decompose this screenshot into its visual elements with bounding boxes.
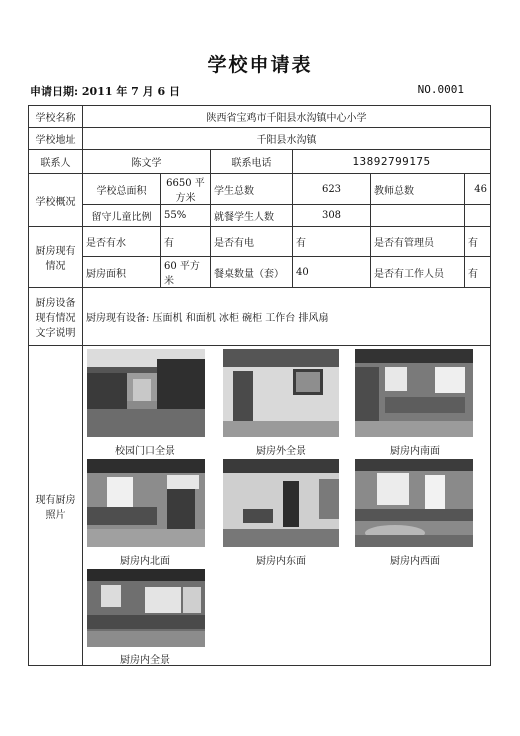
- empty-cell: [371, 205, 465, 227]
- photo-caption: 厨房内全景: [120, 655, 170, 666]
- water-value: 有: [161, 227, 211, 257]
- photo-grid: [83, 346, 491, 666]
- power-value: 有: [293, 227, 371, 257]
- left-behind-value: 55%: [161, 205, 211, 227]
- equipment-description: 厨房现有设备: 压面机 和面机 冰柜 碗柜 工作台 排风扇: [83, 288, 491, 346]
- dining-label: 就餐学生人数: [211, 205, 293, 227]
- school-address-label: 学校地址: [29, 128, 83, 150]
- contact-value: 陈文学: [83, 150, 211, 174]
- kitchen-area-value: 60 平方米: [161, 257, 211, 288]
- dining-value: 308: [293, 205, 371, 227]
- application-form: [28, 105, 491, 666]
- power-label: 是否有电: [211, 227, 293, 257]
- school-name-value: 陕西省宝鸡市千阳县水沟镇中心小学: [83, 106, 491, 128]
- tables-value: 40: [293, 257, 371, 288]
- school-address-value: 千阳县水沟镇: [83, 128, 491, 150]
- manager-value: 有: [465, 227, 491, 257]
- school-name-label: 学校名称: [29, 106, 83, 128]
- school-overview-label: 学校概况: [29, 174, 83, 227]
- kitchen-south-photo: [355, 349, 473, 437]
- form-number: NO.0001: [417, 83, 464, 96]
- photo-caption: 厨房内北面: [120, 556, 170, 567]
- teachers-value: 46: [465, 174, 491, 205]
- kitchen-area-label: 厨房面积: [83, 257, 161, 288]
- tables-label: 餐桌数量（套）: [211, 257, 293, 288]
- staff-label: 是否有工作人员: [371, 257, 465, 288]
- left-behind-label: 留守儿童比例: [83, 205, 161, 227]
- kitchen-panorama-photo: [87, 569, 205, 647]
- staff-value: 有: [465, 257, 491, 288]
- total-area-label: 学校总面积: [83, 174, 161, 205]
- manager-label: 是否有管理员: [371, 227, 465, 257]
- water-label: 是否有水: [83, 227, 161, 257]
- application-date: 申请日期: 2011 年 7 月 6 日: [30, 85, 180, 98]
- kitchen-status-label: 厨房现有情况: [29, 227, 83, 288]
- students-value: 623: [293, 174, 371, 205]
- empty-cell: [465, 205, 491, 227]
- kitchen-west-photo: [355, 459, 473, 547]
- photo-caption: 校园门口全景: [115, 446, 175, 457]
- kitchen-exterior-photo: [223, 349, 339, 437]
- kitchen-north-photo: [87, 459, 205, 547]
- photo-caption: 厨房外全景: [256, 446, 306, 457]
- students-label: 学生总数: [211, 174, 293, 205]
- phone-label: 联系电话: [211, 150, 293, 174]
- equipment-label: 厨房设备现有情况文字说明: [29, 288, 83, 346]
- teachers-label: 教师总数: [371, 174, 465, 205]
- photo-caption: 厨房内东面: [256, 556, 306, 567]
- kitchen-east-photo: [223, 459, 339, 547]
- total-area-value: 6650 平方米: [161, 174, 211, 205]
- photo-caption: 厨房内南面: [390, 446, 440, 457]
- photo-caption: 厨房内西面: [390, 556, 440, 567]
- kitchen-photos-label: 现有厨房照片: [29, 346, 83, 666]
- contact-label: 联系人: [29, 150, 83, 174]
- school-gate-photo: [87, 349, 205, 437]
- form-title: 学校申请表: [207, 54, 313, 76]
- phone-value: 13892799175: [293, 150, 491, 174]
